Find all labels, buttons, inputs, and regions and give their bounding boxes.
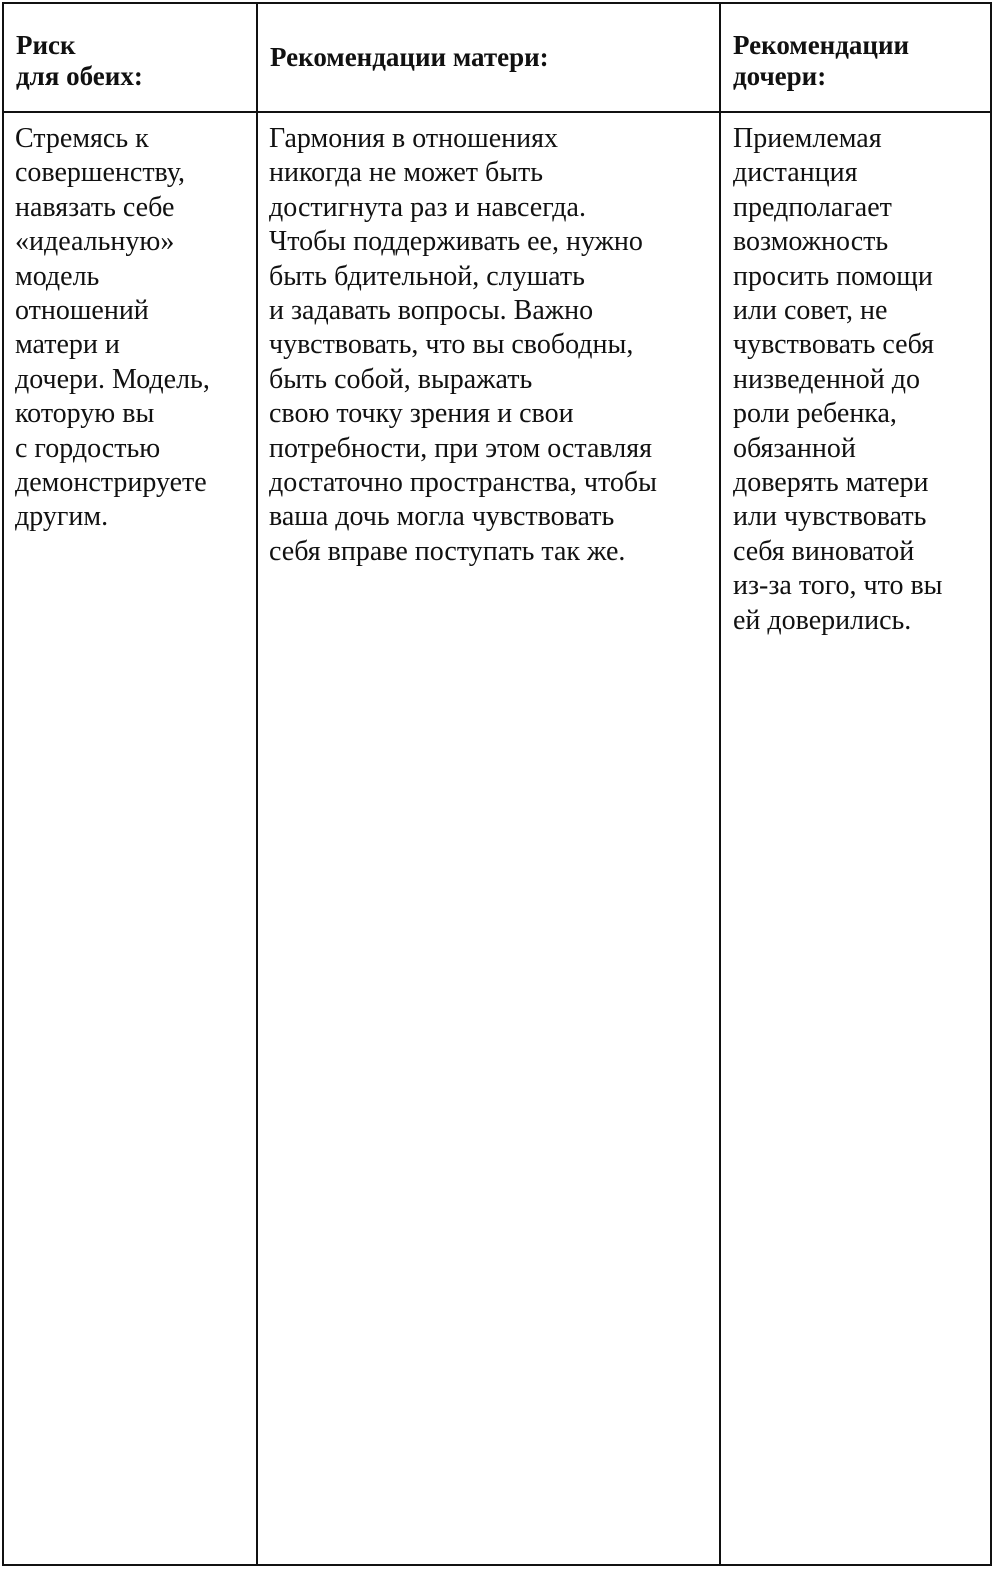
comparison-table xyxy=(2,2,992,1566)
column-divider-2 xyxy=(719,4,721,1564)
header-mother-recommendations: Рекомендации матери: xyxy=(270,42,549,72)
header-daughter-recommendations: Рекомендации дочери: xyxy=(733,30,910,91)
column-divider-1 xyxy=(256,4,258,1564)
cell-risk-both: Стремясь к совершенству, навязать себе «идеальную» модель отношений матери и дочери. Модель, которую вы с гордостью демонстрируете другим. xyxy=(15,123,210,533)
header-divider xyxy=(4,111,990,113)
cell-mother-recommendations: Гармония в отношениях никогда не может быть достигнута раз и навсегда. Чтобы поддерживать ее, нужно быть бдительной, слушать и задавать вопросы. Важно чувствовать, что вы свободны, быть собой, выражать свою точку зрения и свои потребности, при этом оставляя достаточно пространства, чтобы ваша дочь могла чувствовать себя вправе поступать так же. xyxy=(269,123,657,567)
header-risk-both: Риск для обеих: xyxy=(16,30,143,91)
cell-daughter-recommendations: Приемлемая дистанция предполагает возможность просить помощи или совет, не чувствовать себя низведенной до роли ребенка, обязанной доверять матери или чувствовать себя виноватой из-за того, что вы ей доверились. xyxy=(733,123,943,636)
